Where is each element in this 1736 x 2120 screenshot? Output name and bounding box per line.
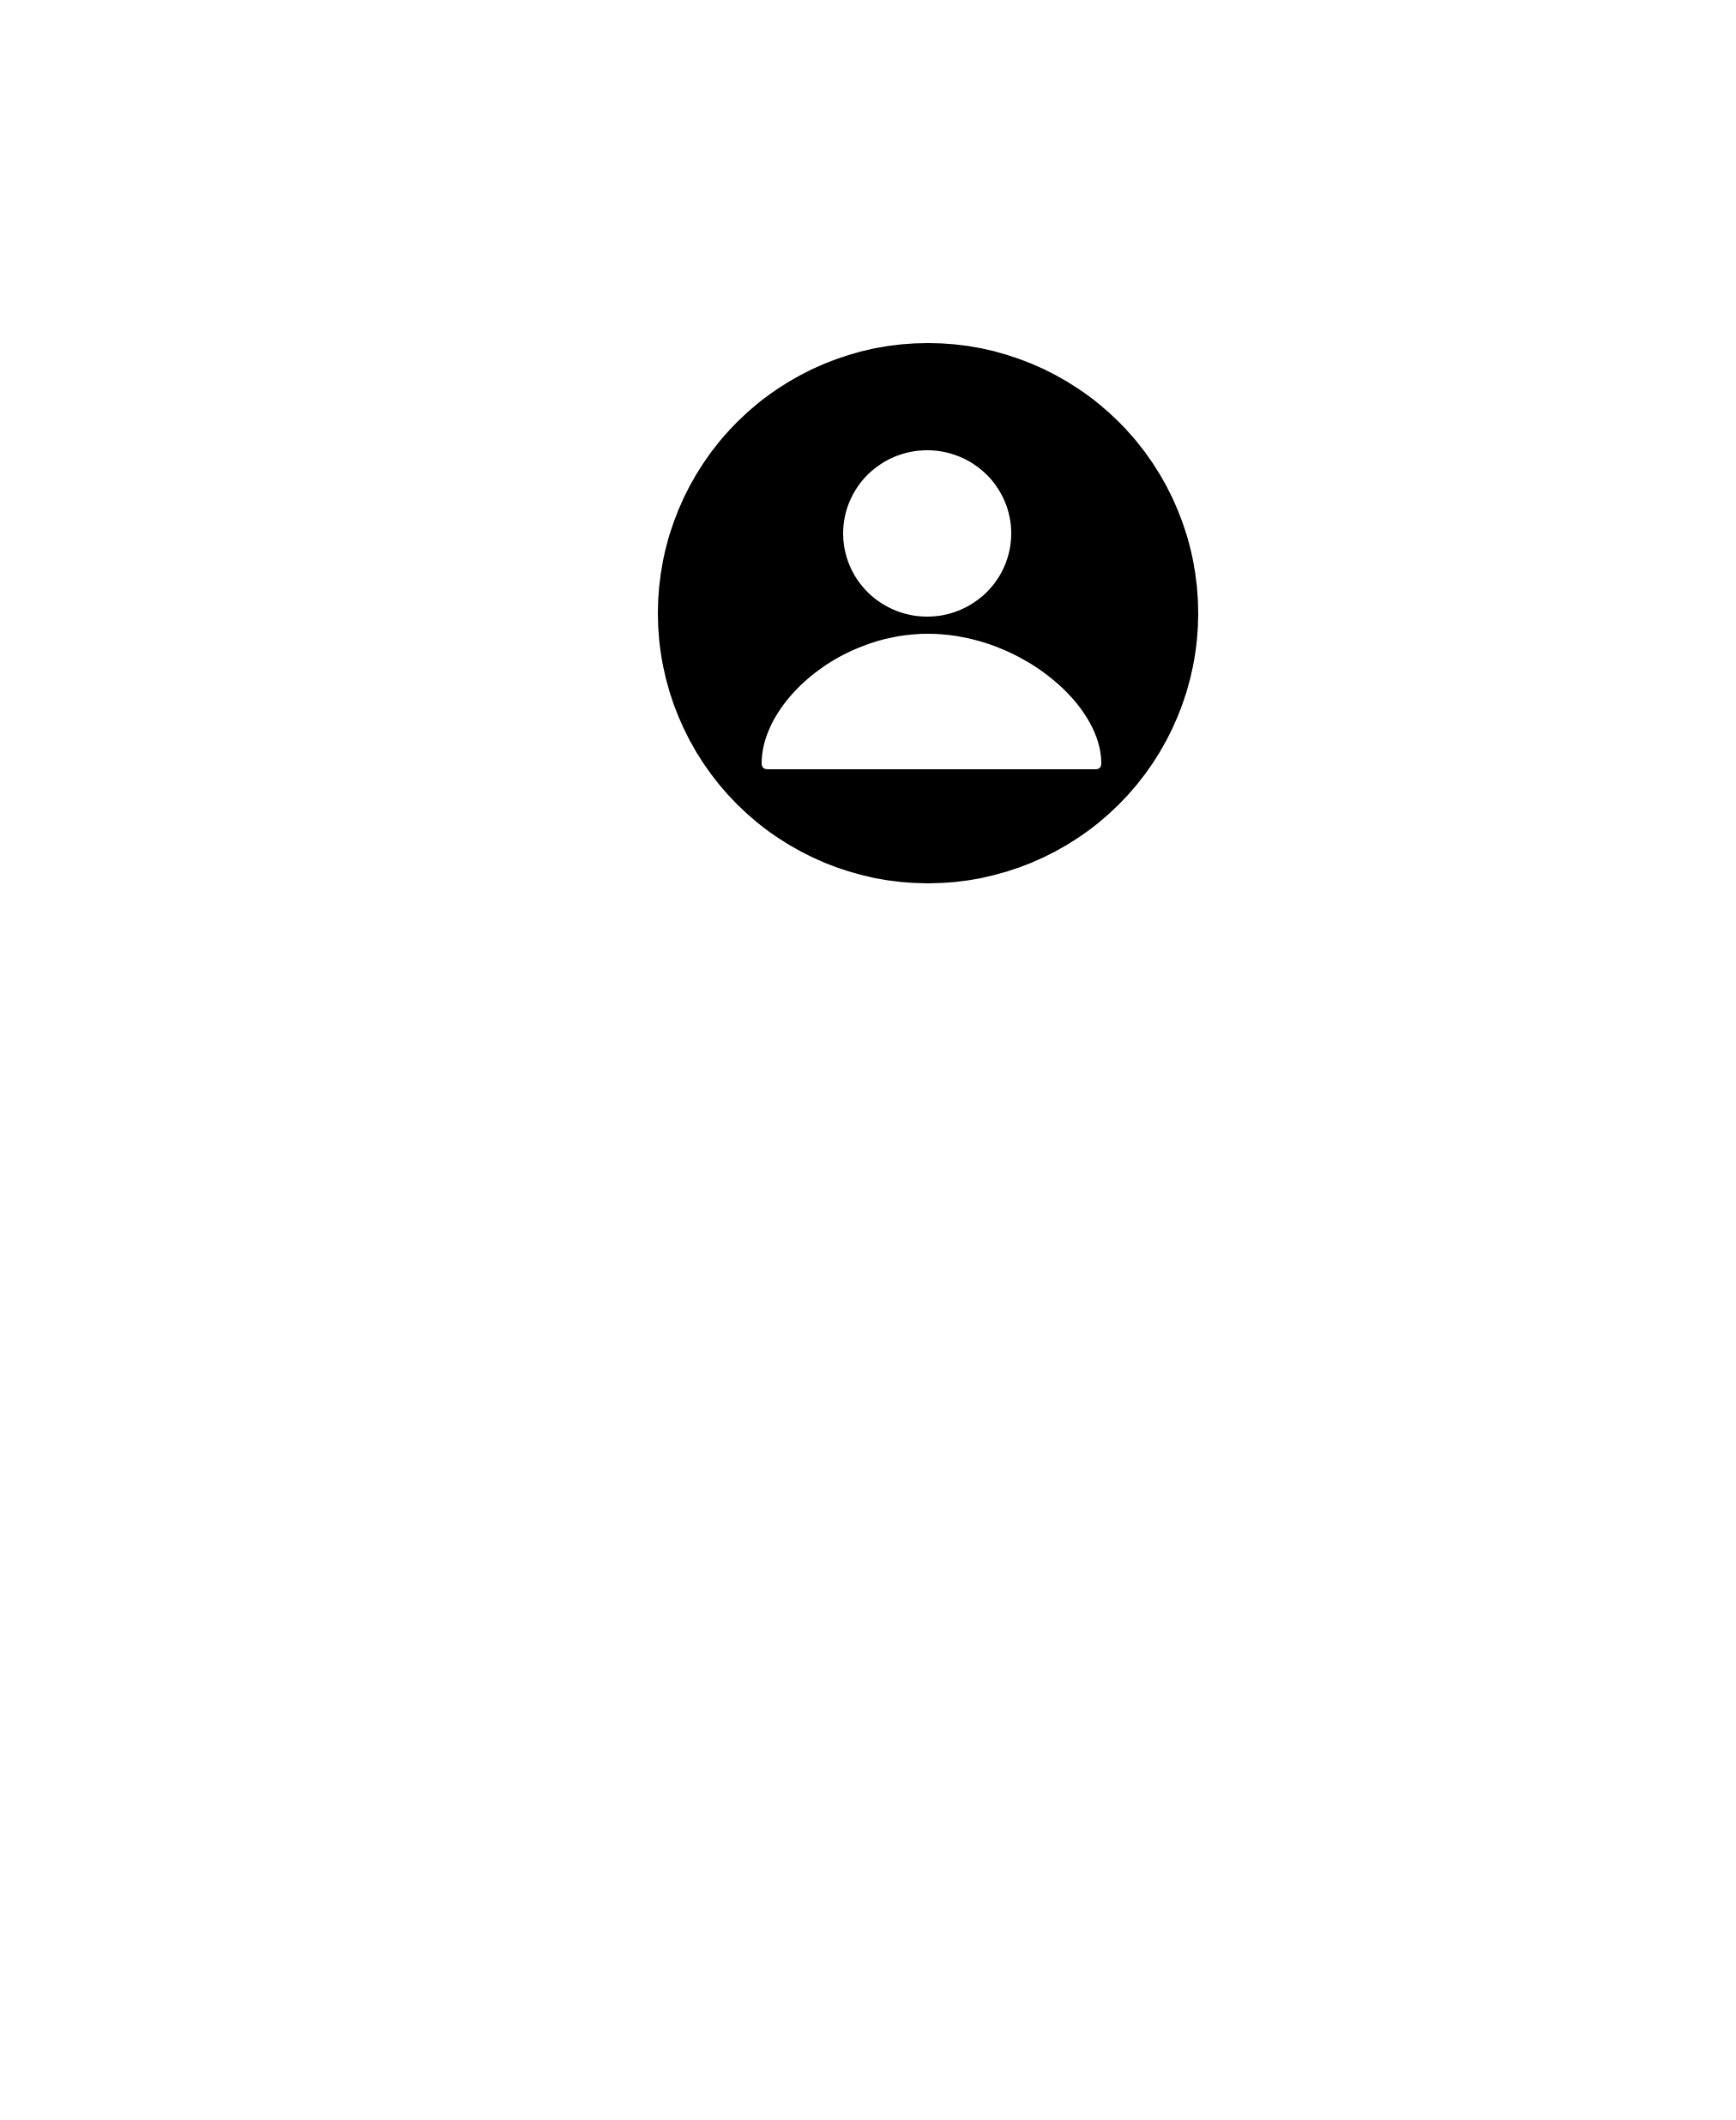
avatar[interactable] (658, 343, 1198, 883)
avatar-head (843, 450, 1011, 617)
user-avatar-icon (658, 343, 1198, 883)
